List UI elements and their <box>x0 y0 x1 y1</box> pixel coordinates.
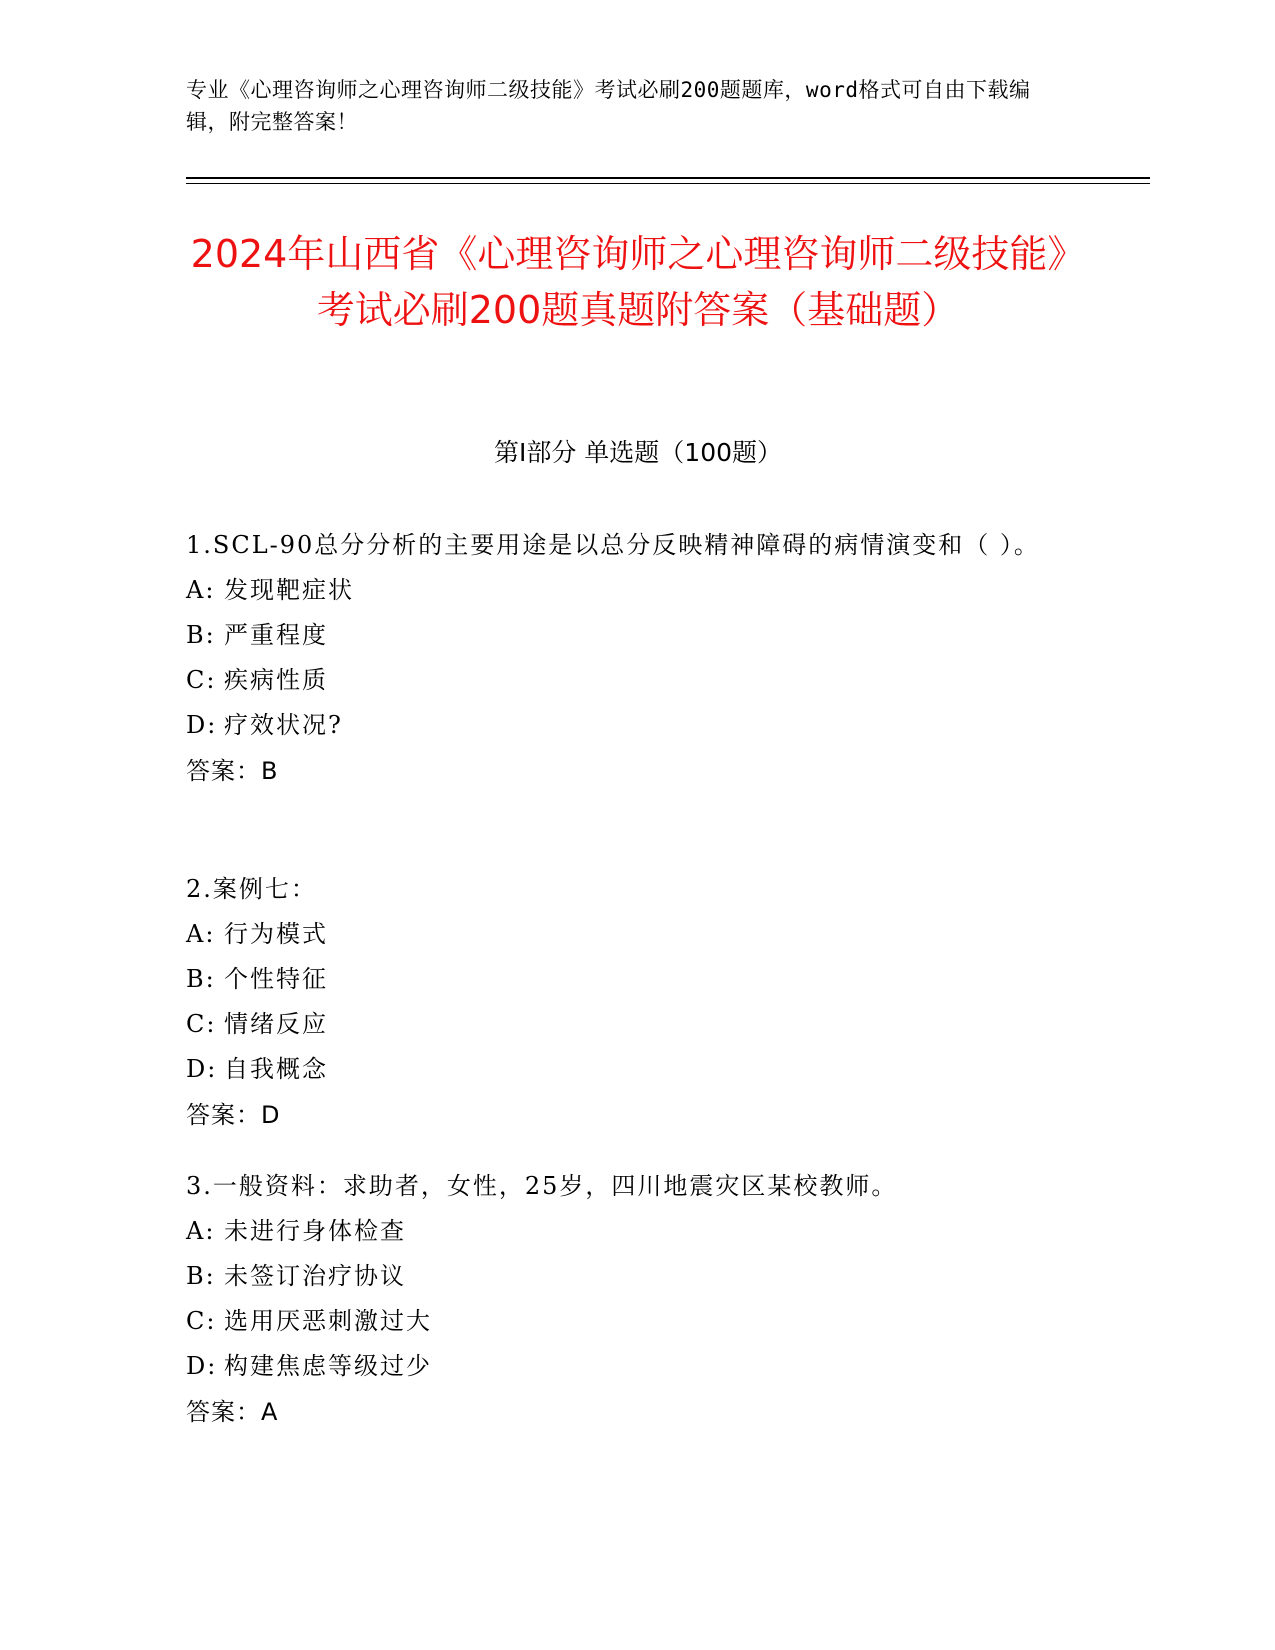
question-item <box>186 1163 1086 1435</box>
option-key: C: <box>186 666 217 694</box>
option-text: 未签订治疗协议 <box>224 1262 406 1290</box>
option-key: A: <box>186 920 216 948</box>
option-key: D: <box>186 1055 218 1083</box>
option-key: A: <box>186 576 216 604</box>
answer-line: 答案：B <box>186 757 279 785</box>
option-a <box>186 912 1086 957</box>
option-b <box>186 1254 1086 1299</box>
option-key: C: <box>186 1010 217 1038</box>
option-text: 选用厌恶刺激过大 <box>224 1307 432 1335</box>
document-title: 2024年山西省《心理咨询师之心理咨询师二级技能》考试必刷200题真题附答案（基础题） <box>190 232 1086 332</box>
question-stem: 3.一般资料：求助者，女性，25岁，四川地震灾区某校教师。 <box>186 1172 898 1200</box>
option-a <box>186 1209 1086 1254</box>
option-key: C: <box>186 1307 217 1335</box>
option-text: 未进行身体检查 <box>224 1217 406 1245</box>
option-text: 疾病性质 <box>224 666 328 694</box>
answer-line: 答案：D <box>186 1101 281 1129</box>
option-d <box>186 1047 1086 1092</box>
option-key: A: <box>186 1217 216 1245</box>
option-c <box>186 658 1086 703</box>
option-text: 严重程度 <box>224 621 328 649</box>
option-text: 个性特征 <box>224 965 328 993</box>
option-c <box>186 1299 1086 1344</box>
option-key: B: <box>186 621 216 649</box>
option-text: 构建焦虑等级过少 <box>224 1352 432 1380</box>
option-key: D: <box>186 711 218 739</box>
option-key: B: <box>186 965 216 993</box>
option-c <box>186 1002 1086 1047</box>
option-text: 疗效状况? <box>224 711 343 739</box>
option-key: D: <box>186 1352 218 1380</box>
option-b <box>186 957 1086 1002</box>
question-stem: 1.SCL-90总分分析的主要用途是以总分反映精神障碍的病情演变和（ ）。 <box>186 531 1040 559</box>
question-item <box>186 866 1086 1138</box>
question-item <box>186 522 1086 794</box>
option-text: 行为模式 <box>224 920 328 948</box>
option-a <box>186 568 1086 613</box>
option-d <box>186 1344 1086 1389</box>
option-b <box>186 613 1086 658</box>
option-text: 情绪反应 <box>224 1010 328 1038</box>
header-note: 专业《心理咨询师之心理咨询师二级技能》考试必刷200题题库，word格式可自由下载编辑，附完整答案！ <box>186 78 1031 134</box>
option-key: B: <box>186 1262 216 1290</box>
answer-line: 答案：A <box>186 1398 279 1426</box>
header-divider-thin <box>186 183 1150 184</box>
section-title: 第Ⅰ部分 单选题（100题） <box>493 438 783 467</box>
option-text: 自我概念 <box>224 1055 328 1083</box>
header-divider-thick <box>186 177 1150 179</box>
question-stem: 2.案例七： <box>186 875 317 903</box>
option-d <box>186 703 1086 748</box>
option-text: 发现靶症状 <box>224 576 354 604</box>
